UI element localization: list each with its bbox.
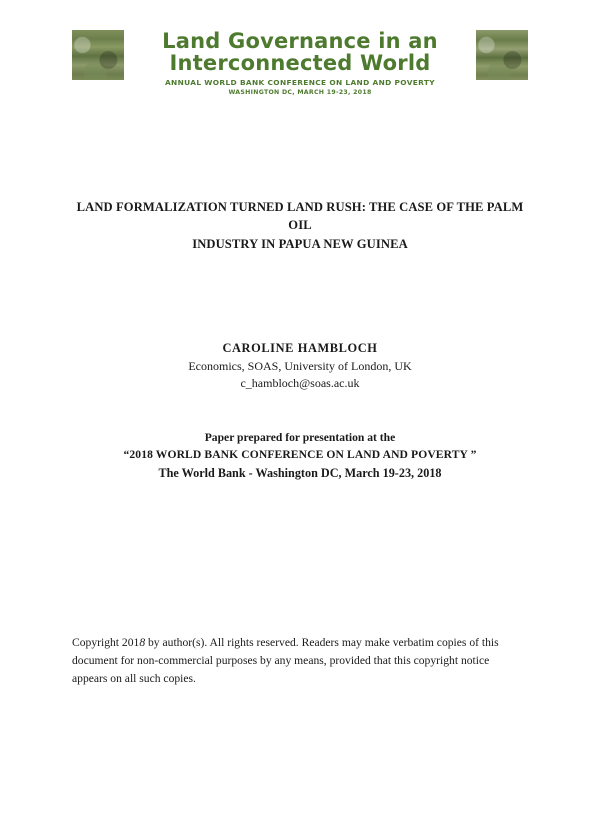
conference-line-2: “2018 WORLD BANK CONFERENCE ON LAND AND POVERTY ” xyxy=(123,448,477,462)
author-email: c_hambloch@soas.ac.uk xyxy=(240,376,360,390)
conference-banner xyxy=(72,29,528,96)
copyright-prefix: Copyright 201 xyxy=(72,636,140,649)
copyright-year-digit: 8 xyxy=(139,636,146,649)
banner-title-line2: Interconnected World xyxy=(169,51,431,76)
conference-line-1: Paper prepared for presentation at the xyxy=(204,431,396,444)
author-block xyxy=(70,341,530,391)
banner-left-photo xyxy=(72,30,124,80)
conference-line-3: The World Bank - Washington DC, March 19-23, 2018 xyxy=(158,465,442,480)
conference-block xyxy=(70,429,530,482)
banner-location: WASHINGTON DC, MARCH 19-23, 2018 xyxy=(228,88,372,96)
paper-title-line1: LAND FORMALIZATION TURNED LAND RUSH: THE CASE OF THE PALM OIL xyxy=(76,200,524,233)
banner-title-line1: Land Governance in an xyxy=(162,29,438,53)
copyright-body: by author(s). All rights reserved. Readers may make verbatim copies of this document for non-commercial purposes by any means, provided that this copyright notice appears on all such copies. xyxy=(72,636,499,685)
author-affiliation: Economics, SOAS, University of London, UK xyxy=(188,359,412,373)
banner-subtitle: ANNUAL WORLD BANK CONFERENCE ON LAND AND POVERTY xyxy=(164,78,435,88)
paper-title-line2: INDUSTRY IN PAPUA NEW GUINEA xyxy=(192,236,408,251)
banner-right-photo xyxy=(476,30,528,80)
banner-text-block xyxy=(124,30,476,96)
page-title xyxy=(70,198,530,253)
author-name: CAROLINE HAMBLOCH xyxy=(222,341,378,355)
copyright-notice xyxy=(72,634,524,688)
